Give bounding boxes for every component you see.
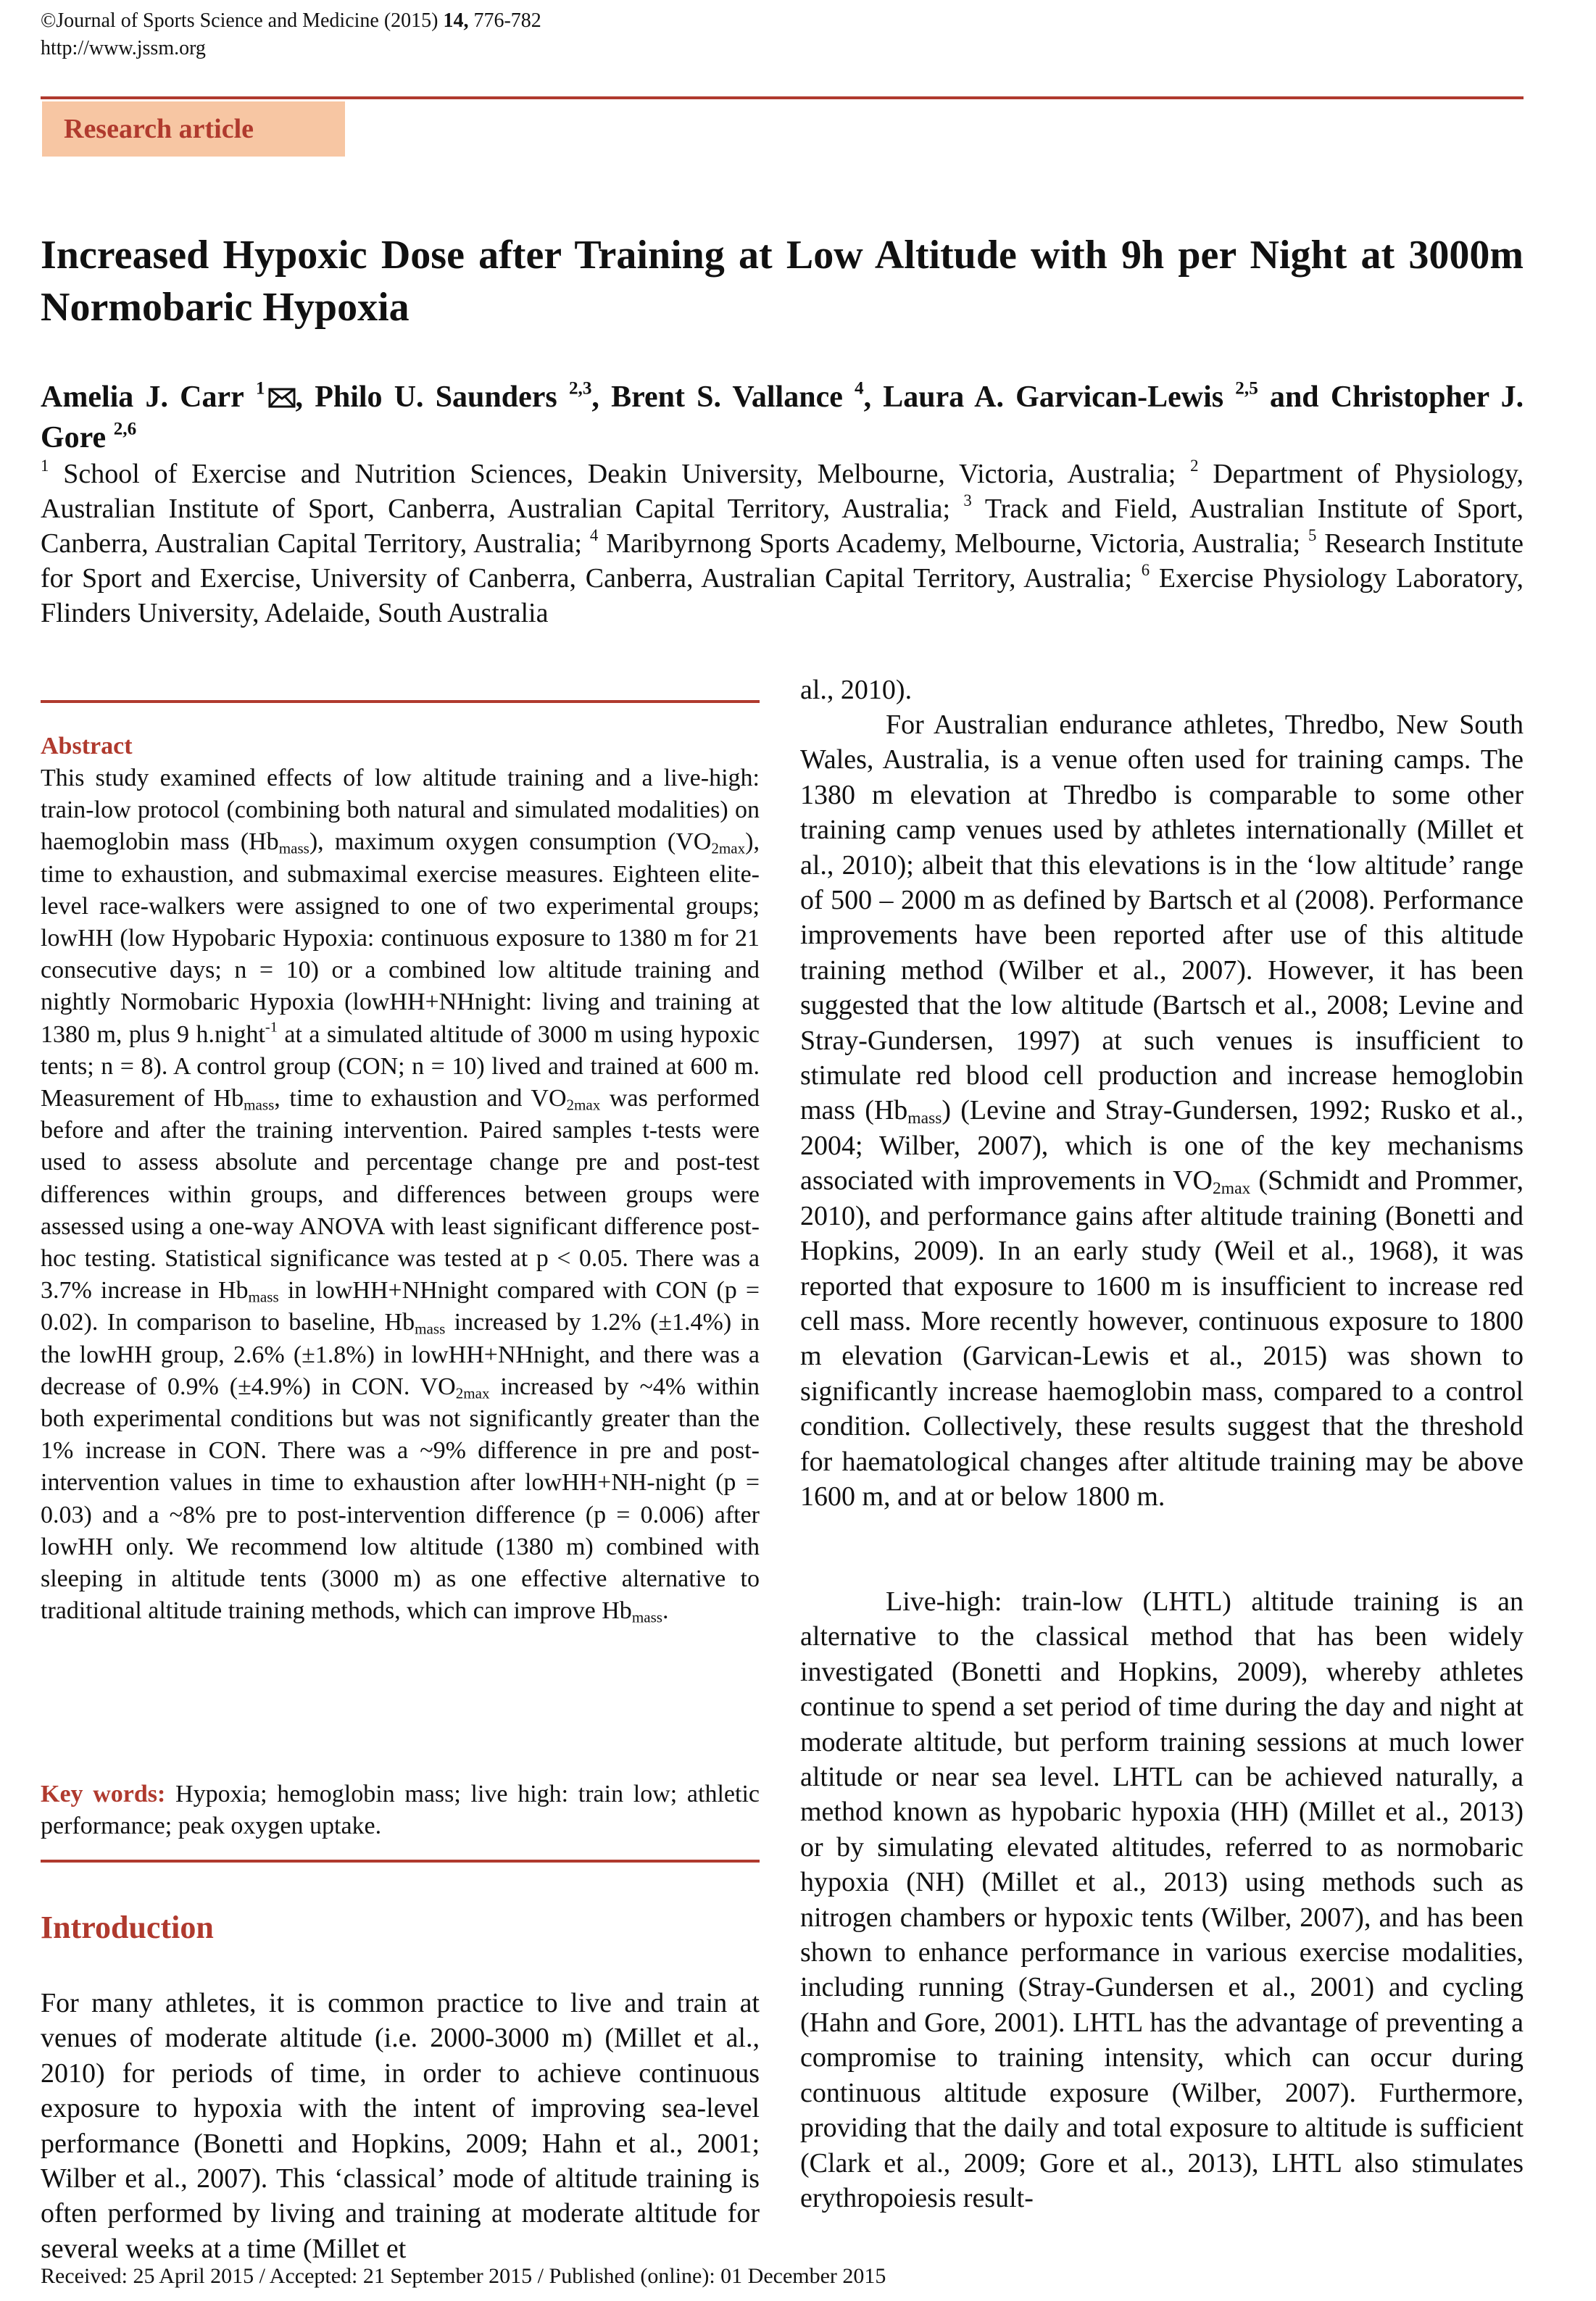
affiliation-text: Department of Physiology, Australian Institute of Sport, Canberra, Australian Capital Territory, Australia; xyxy=(41,459,1524,524)
author-name: Christopher J. Gore xyxy=(41,380,1524,454)
journal-citation: ©Journal of Sports Science and Medicine (2015) 14, 776-782 xyxy=(41,9,541,32)
journal-url[interactable]: http://www.jssm.org xyxy=(41,37,206,59)
intro-paragraph-3: Live-high: train-low (LHTL) altitude training is an alternative to the classical method that has been widely investigated (Bonetti and Hopkins, 2009), whereby athletes continue to spend a set period of time during the day and night at moderate altitude, but perform training sessions at much lower altitude or near sea level. LHTL can be achieved naturally, a method known as hypobaric hypoxia (HH) (Millet et al., 2013) or by simulating elevated altitudes, referred to as normobaric hypoxia (NH) (Millet et al., 2013) using methods such as nitrogen chambers or hypoxic tents (Wilber, 2007), and has been shown to enhance performance in various exercise modalities, including running (Stray-Gundersen et al., 2001) and cycling (Hahn and Gore, 2001). LHTL has the advantage of preventing a compromise to training intensity, which can occur during continuous altitude exposure (Wilber, 2007). Furthermore, providing that the daily and total exposure to altitude is sufficient (Clark et al., 2009; Gore et al., 2013), LHTL also stimulates erythropoiesis result- xyxy=(800,1586,1524,2213)
keywords-text: Hypoxia; hemoglobin mass; live high: train low; athletic performance; peak oxygen uptake. xyxy=(41,1781,760,1839)
author-name: Philo U. Saunders xyxy=(315,380,557,414)
header-divider xyxy=(41,96,1524,99)
author-affil-sup: 4 xyxy=(855,378,864,399)
author-affil-sup: 2,6 xyxy=(113,419,137,439)
abstract-heading: Abstract xyxy=(41,733,133,760)
intro-paragraph-1-continued: al., 2010). xyxy=(800,675,913,705)
intro-paragraph-2: For Australian endurance athletes, Thredbo, New South Wales, Australia, is a venue often used for training camps. The 1380 m elevation at Thredbo is comparable to some other training camp venues used by athletes internationally (Millet et al., 2010); albeit that this elevations is in the ‘low altitude’ range of 500 – 2000 m as defined by Bartsch et al (2008). Performance improvements have been reported after use of this altitude training method (Wilber et al., 2007). However, it has been suggested that the low altitude (Bartsch et al., 2008; Levine and Stray-Gundersen, 1997) at such venues is insufficient to stimulate red blood cell production and increase hemoglobin mass $(Hb_{mass})$ (Levine and Stray-Gundersen, 1992; Rusko et al., 2004; Wilber, 2007), which is one of the key mechanisms associated with improvements in $VO_{2max}$ (Schmidt and Prommer, 2010), and performance gains after altitude training (Bonetti and Hopkins, 2009). In an early study (Weil et al., 1968), it was reported that exposure to 1600 m is insufficient to increase red cell mass. More recently however, continuous exposure to 1800 m elevation (Garvican-Lewis et al., 2015) was shown to significantly increase haemoglobin mass, compared to a control condition. Collectively, these results suggest that the threshold for haematological changes after altitude training may be above 1600 m, and at or below 1800 m. xyxy=(800,710,1524,1512)
author-name: Laura A. Garvican-Lewis xyxy=(883,380,1224,414)
abstract-bottom-rule xyxy=(41,1860,760,1863)
author-name: Amelia J. Carr xyxy=(41,380,244,414)
affiliation-text: Maribyrnong Sports Academy, Melbourne, Victoria, Australia; xyxy=(606,528,1301,559)
affiliation-text: School of Exercise and Nutrition Sciences, Deakin University, Melbourne, Victoria, Australia; xyxy=(63,459,1176,489)
abstract-text: This study examined effects of low altitude training and a live-high: train-low protocol (combining both natural and simulated modalities) on haemoglobin mass $(Hb_{mass})$, maximum oxygen consumption $(VO_{2max})$, time to exhaustion, and submaximal exercise measures. Eighteen elite-level race-walkers were assigned to one of two experimental groups; lowHH (low Hypobaric Hypoxia: continuous exposure to 1380 m for 21 consecutive days; n = 10) or a combined low altitude training and nightly Normobaric Hypoxia (lowHH+NHnight: living and training at 1380 m, plus 9 h.night$^{-1}$ at a simulated altitude of 3000 m using hypoxic tents; n = 8). A control group (CON; n = 10) lived and trained at 600 m. Measurement of $Hb_{mass}$, time to exhaustion and $VO_{2max}$ was performed before and after the training intervention. Paired samples t-tests were used to assess absolute and percentage change pre and post-test differences within groups, and differences between groups were assessed using a one-way ANOVA with least significant difference post-hoc testing. Statistical significance was tested at p < 0.05. There was a 3.7% increase in $Hb_{mass}$ in lowHH+NHnight compared with CON (p = 0.02). In comparison to baseline, $Hb_{mass}$ increased by 1.2% (±1.4%) in the lowHH group, 2.6% (±1.8%) in lowHH+NHnight, and there was a decrease of 0.9% (±4.9%) in CON. $VO_{2max}$ increased by ~4% within both experimental conditions but was not significantly greater than the 1% increase in CON. There was a ~9% difference in pre and post-intervention values in time to exhaustion after lowHH+NH-night (p = 0.03) and a ~8% pre to post-intervention difference (p = 0.006) after lowHH only. We recommend low altitude (1380 m) combined with sleeping in altitude tents (3000 m) as one effective alternative to traditional altitude training methods, which can improve $Hb_{mass}$. xyxy=(41,765,760,1626)
publication-dates: Received: 25 April 2015 / Accepted: 21 September 2015 / Published (online): 01 December 2015 xyxy=(41,2264,886,2288)
introduction-heading: Introduction xyxy=(41,1910,214,1945)
keywords-label: Key words: xyxy=(41,1781,166,1807)
affiliations: $^1$ School of Exercise and Nutrition Sciences, Deakin University, Melbourne, Victoria, Australia; $^2$ Department of Physiology, Australian Institute of Sport, Canberra, Australian Capital Territory, Australia; $^3$ Track and Field, Australian Institute of Sport, Canberra, Australian Capital Territory, Australia; $^4$ Maribyrnong Sports Academy, Melbourne, Victoria, Australia; $^5$ Research Institute for Sport and Exercise, University of Canberra, Canberra, Australian Capital Territory, Australia; $^6$ Exercise Physiology Laboratory, Flinders University, Adelaide, South Australia xyxy=(41,457,1524,628)
article-type-badge: Research article xyxy=(42,101,345,157)
article-title: Increased Hypoxic Dose after Training at Low Altitude with 9h per Night at 3000m Normobaric Hypoxia xyxy=(41,233,1524,330)
intro-paragraph-1: For many athletes, it is common practice to live and train at venues of moderate altitude (i.e. 2000-3000 m) (Millet et al., 2010) for periods of time, in order to achieve continuous exposure to hypoxia with the intent of improving sea-level performance (Bonetti and Hopkins, 2009; Hahn et al., 2001; Wilber et al., 2007). This ‘classical’ mode of altitude training is often performed by living and training at moderate altitude for several weeks at a time (Millet et xyxy=(41,1988,760,2264)
keywords xyxy=(41,1778,760,1842)
affiliation-text: Track and Field, Australian Institute of Sport, Canberra, Australian Capital Territory, Australia; xyxy=(41,494,1524,559)
author-affil-sup: 2,3 xyxy=(568,378,592,399)
author-affil-sup: 1 xyxy=(255,378,265,399)
author-name: Brent S. Vallance xyxy=(611,380,843,414)
email-envelope-icon[interactable] xyxy=(268,388,296,408)
author-list: Amelia J. Carr $^1$ , Philo U. Saunders $^{2,3}$, Brent S. Vallance $^4$, Laura A. Garvican-Lewis $^{2,5}$ and Christopher J. Gore $^{2,6}$ xyxy=(41,378,1524,454)
affiliation-text: Exercise Physiology Laboratory, Flinders University, Adelaide, South Australia xyxy=(41,563,1524,628)
abstract-top-rule xyxy=(41,700,760,703)
affiliation-text: Research Institute for Sport and Exercise, University of Canberra, Canberra, Australian Capital Territory, Australia; xyxy=(41,528,1524,594)
author-affil-sup: 2,5 xyxy=(1235,378,1258,399)
journal-header xyxy=(41,7,541,62)
